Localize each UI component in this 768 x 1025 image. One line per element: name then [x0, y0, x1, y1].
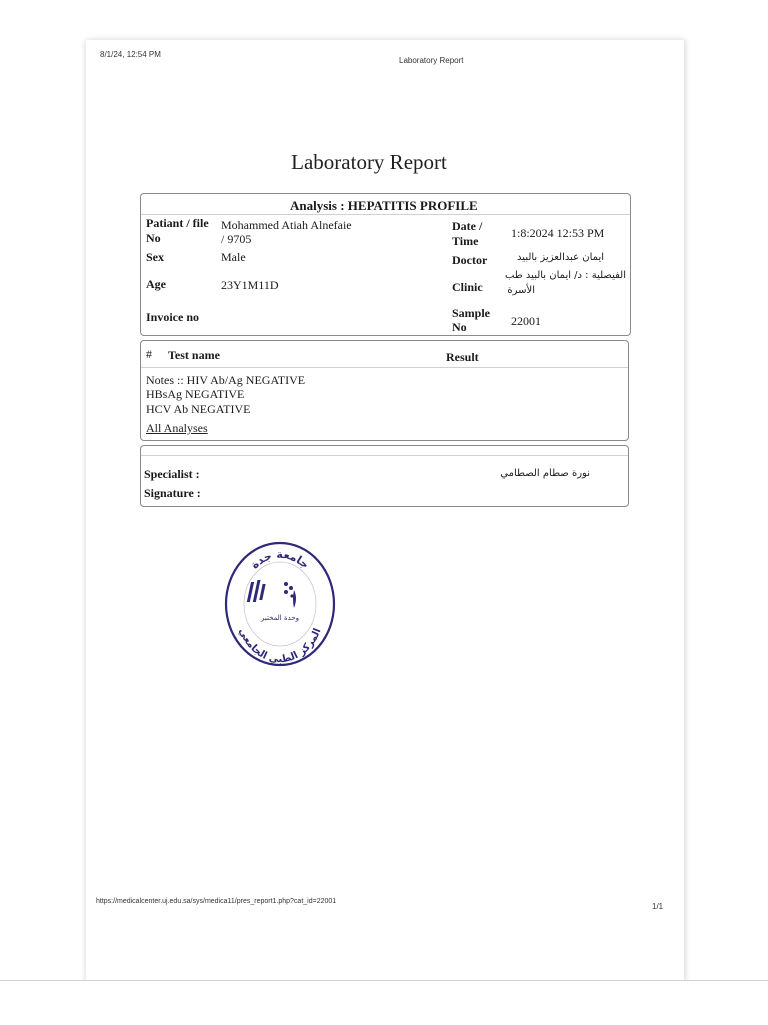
age-label: Age [146, 277, 166, 291]
sex-value: Male [221, 250, 246, 264]
stamp-inner-ring [244, 562, 316, 646]
print-page-number: 1/1 [652, 902, 664, 911]
date-label-line1: Date / [452, 219, 483, 233]
age-value: 23Y1M11D [221, 278, 279, 292]
doctor-label: Doctor [452, 253, 488, 267]
print-page-title: Laboratory Report [399, 56, 464, 65]
patient-file-label-line1: Patiant / file [146, 216, 209, 230]
signature-label: Signature : [144, 486, 201, 500]
doctor-value: ايمان عبدالعزيز بالبيد [517, 252, 604, 263]
patient-name-value: Mohammed Atiah Alnefaie [221, 218, 352, 232]
specialist-label: Specialist : [144, 467, 200, 481]
stamp-outer-ring [226, 543, 334, 665]
test-note-line: HBsAg NEGATIVE [146, 387, 245, 401]
date-label-line2: Time [452, 234, 479, 248]
analysis-divider [141, 214, 630, 215]
column-number-header: # [146, 347, 152, 361]
sample-label-line1: Sample [452, 306, 491, 320]
sample-label-line2: No [452, 320, 467, 334]
analysis-title: Analysis : HEPATITIS PROFILE [290, 198, 478, 213]
print-datetime: 8/1/24, 12:54 PM [100, 50, 161, 59]
university-seal-stamp [222, 540, 338, 668]
specialist-value: نورة صطام الصطامي [500, 468, 590, 479]
scan-background-edge [0, 980, 768, 1025]
patient-file-label-line2: No [146, 231, 161, 245]
report-title: Laboratory Report [291, 150, 447, 174]
stamp-center-text: وحدة المختبر [260, 614, 300, 622]
stamp-emblem-icon [247, 580, 296, 608]
stamp-bottom-text: المركز الطبي الجامعي [236, 626, 324, 666]
date-time-value: 1:8:2024 12:53 PM [511, 226, 605, 240]
invoice-label: Invoice no [146, 310, 200, 324]
column-test-name-header: Test name [168, 348, 220, 362]
clinic-value-line1: الفيصلية : د/ ايمان بالبيد طب [504, 270, 626, 281]
print-url: https://medicalcenter.uj.edu.sa/sys/medica11/pres_report1.php?cat_id=22001 [96, 898, 337, 905]
patient-file-number-value: / 9705 [221, 232, 252, 246]
clinic-value-line2: الأسرة [507, 285, 535, 296]
stamp-top-text: جامعة جدة [248, 547, 312, 572]
all-analyses-link[interactable]: All Analyses [146, 421, 208, 435]
test-note-line: HCV Ab NEGATIVE [146, 402, 251, 416]
sex-label: Sex [146, 250, 164, 264]
sample-number-value: 22001 [511, 314, 541, 328]
specialist-top-divider [141, 455, 628, 456]
test-note-line: Notes :: HIV Ab/Ag NEGATIVE [146, 373, 306, 387]
clinic-label: Clinic [452, 280, 483, 294]
paper-sheet [86, 40, 685, 982]
tests-header-divider [141, 367, 628, 368]
column-result-header: Result [446, 350, 479, 364]
